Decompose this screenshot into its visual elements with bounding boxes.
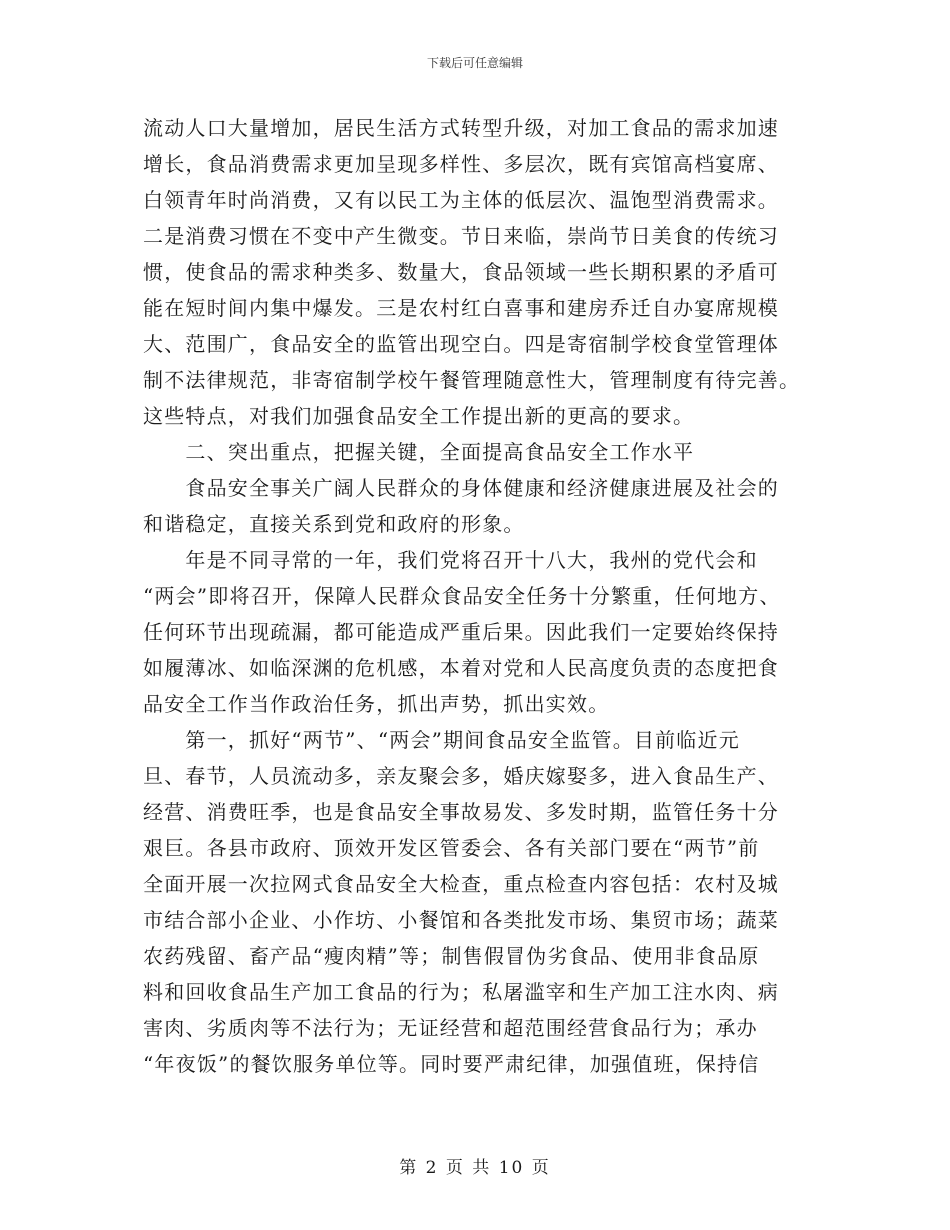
text-line: “两会”即将召开，保障人民群众食品安全任务十分繁重，任何地方、 bbox=[143, 584, 781, 608]
text-line: 任何环节出现疏漏，都可能造成严重后果。因此我们一定要始终保持 bbox=[143, 620, 779, 644]
document-body bbox=[143, 110, 808, 1082]
text-line: 全面开展一次拉网式食品安全大检查，重点检查内容包括：农村及城 bbox=[143, 872, 779, 896]
text-line: 二、突出重点，把握关键，全面提高食品安全工作水平 bbox=[143, 440, 695, 464]
text-line: 年是不同寻常的一年，我们党将召开十八大，我州的党代会和 bbox=[143, 548, 758, 572]
text-line: 害肉、劣质肉等不法行为；无证经营和超范围经营食品行为；承办 bbox=[143, 1016, 758, 1040]
text-line: 能在短时间内集中爆发。三是农村红白喜事和建房乔迁自办宴席规模 bbox=[143, 296, 779, 320]
text-line: 农药残留、畜产品“瘦肉精”等；制售假冒伪劣食品、使用非食品原 bbox=[143, 944, 760, 968]
text-line: 如履薄冰、如临深渊的危机感，本着对党和人民高度负责的态度把食 bbox=[143, 656, 779, 680]
text-line: 料和回收食品生产加工食品的行为；私屠滥宰和生产加工注水肉、病 bbox=[143, 980, 779, 1004]
text-line: 和谐稳定，直接关系到党和政府的形象。 bbox=[143, 512, 525, 536]
text-line: 惯，使食品的需求种类多、数量大，食品领域一些长期积累的矛盾可 bbox=[143, 260, 779, 284]
text-line: 二是消费习惯在不变中产生微变。节日来临，崇尚节日美食的传统习 bbox=[143, 224, 779, 248]
text-line: “年夜饭”的餐饮服务单位等。同时要严肃纪律，加强值班，保持信 bbox=[143, 1052, 760, 1076]
text-line: 旦、春节，人员流动多，亲友聚会多，婚庆嫁娶多，进入食品生产、 bbox=[143, 764, 779, 788]
page-header: 下载后可任意编辑 bbox=[426, 56, 523, 70]
text-line: 流动人口大量增加，居民生活方式转型升级，对加工食品的需求加速 bbox=[143, 116, 779, 140]
text-line: 大、范围广，食品安全的监管出现空白。四是寄宿制学校食堂管理体 bbox=[143, 332, 779, 356]
text-line: 第一，抓好“两节”、“两会”期间食品安全监管。目前临近元 bbox=[143, 728, 740, 752]
text-line: 艰巨。各县市政府、顶效开发区管委会、各有关部门要在“两节”前 bbox=[143, 836, 760, 860]
text-line: 增长，食品消费需求更加呈现多样性、多层次，既有宾馆高档宴席、 bbox=[143, 152, 779, 176]
text-line: 经营、消费旺季，也是食品安全事故易发、多发时期，监管任务十分 bbox=[143, 800, 779, 824]
page-number-footer: 第 2 页 共 10 页 bbox=[399, 1158, 551, 1178]
text-line: 品安全工作当作政治任务，抓出声势，抓出实效。 bbox=[143, 692, 610, 716]
text-line: 制不法律规范，非寄宿制学校午餐管理随意性大，管理制度有待完善。 bbox=[143, 368, 801, 392]
text-line: 白领青年时尚消费，又有以民工为主体的低层次、温饱型消费需求。 bbox=[143, 188, 779, 212]
text-line: 这些特点，对我们加强食品安全工作提出新的更高的要求。 bbox=[143, 404, 695, 428]
text-line: 市结合部小企业、小作坊、小餐馆和各类批发市场、集贸市场；蔬菜 bbox=[143, 908, 779, 932]
text-line: 食品安全事关广阔人民群众的身体健康和经济健康进展及社会的 bbox=[143, 476, 779, 500]
